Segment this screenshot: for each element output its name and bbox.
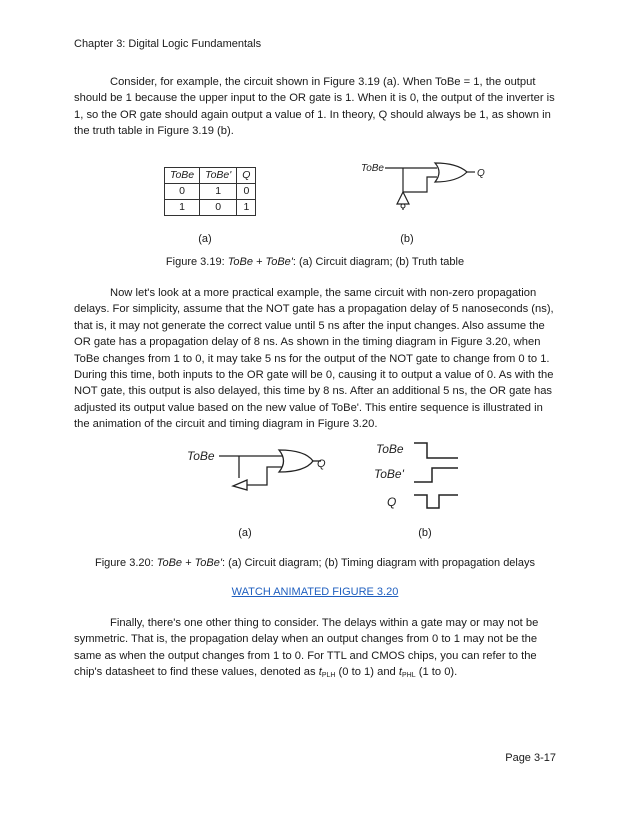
paragraph-2-text: Now let's look at a more practical example, the same circuit with non-zero propagation delays. For simplicity, assume that the NOT gate has a propagation delay of 5 nanoseconds (ns), that is, it may not generate the correct value until 5 ns after the input changes. Also assume the OR gate has a propagation delay of 8 ns. As shown in the timing diagram in Figure 3.20, when ToBe changes from 1 to 0, it may take 5 ns for the output of the NOT gate to change from 0 to 1. During this time, both inputs to the OR gate will be 0, causing it to output a value of 0. As with the NOT gate, this output is also delayed, this time by 8 ns. After an additional 5 ns, the OR gate has adjusted its output value based on the new value of ToBe'. This entire sequence is illustrated in the animation of the circuit and timing diagram in Figure 3.20.	[74, 287, 554, 431]
timing-label-tobe-prime: ToBe'	[374, 467, 404, 481]
tplh-subscript: PLH	[321, 672, 336, 680]
circuit-output-label: Q	[477, 168, 485, 179]
tphl-note: (1 to 0).	[415, 666, 458, 679]
tplh-symbol: t	[318, 666, 322, 679]
truth-table	[164, 167, 256, 216]
circuit-diagram-3-19	[355, 155, 495, 217]
tt-cell: 1	[237, 200, 256, 216]
watch-animated-figure-link[interactable]: WATCH ANIMATED FIGURE 3.20	[231, 586, 399, 598]
paragraph-1	[74, 74, 556, 140]
paragraph-2	[74, 285, 556, 433]
caption-expression: ToBe + ToBe'	[227, 256, 293, 268]
caption-suffix: : (a) Circuit diagram; (b) Truth table	[292, 256, 465, 268]
figure-3-19-label-a: (a)	[198, 233, 212, 245]
tt-cell: 0	[237, 184, 256, 200]
tt-header-tobe: ToBe	[165, 168, 200, 184]
caption-prefix: Figure 3.19:	[165, 256, 228, 268]
timing-label-tobe: ToBe	[376, 442, 404, 456]
tphl-subscript: PHL	[401, 672, 416, 680]
tplh-note: (0 to 1) and	[335, 666, 399, 679]
page-header: Chapter 3: Digital Logic Fundamentals	[74, 38, 262, 50]
timing-label-q: Q	[387, 495, 397, 509]
figure-3-19-caption	[74, 256, 556, 268]
page-number: Page 3-17	[505, 752, 556, 764]
tt-cell: 0	[165, 184, 200, 200]
caption-suffix: : (a) Circuit diagram; (b) Timing diagram with propagation delays	[221, 557, 535, 569]
circuit-output-label: Q	[317, 458, 326, 470]
tt-header-q: Q	[237, 168, 256, 184]
tphl-symbol: t	[398, 666, 402, 679]
figure-3-20-label-a: (a)	[238, 527, 252, 539]
figure-3-20-caption	[74, 557, 556, 569]
paragraph-3	[74, 615, 556, 685]
table-row	[165, 200, 256, 216]
paragraph-3-text: Finally, there's one other thing to consider. The delays within a gate may or may not be symmetric. That is, the propagation delay when an output changes from 0 to 1 may not be the same as when the output changes from 1 to 0. For TTL and CMOS chips, you can refer to the chip's datasheet to find these values, denoted as	[74, 617, 539, 679]
tt-cell: 1	[165, 200, 200, 216]
tt-cell: 1	[200, 184, 237, 200]
timing-diagram	[370, 438, 470, 514]
circuit-input-label: ToBe	[361, 163, 384, 174]
caption-prefix: Figure 3.20:	[95, 557, 157, 569]
circuit-diagram-3-20	[185, 440, 335, 506]
table-row	[165, 184, 256, 200]
caption-expression: ToBe + ToBe'	[156, 557, 222, 569]
circuit-input-label: ToBe	[187, 449, 215, 463]
tt-cell: 0	[200, 200, 237, 216]
watch-animation-link-wrap	[74, 586, 556, 598]
figure-3-19-label-b: (b)	[400, 233, 414, 245]
tt-header-tobe-prime: ToBe'	[200, 168, 237, 184]
paragraph-1-text: Consider, for example, the circuit shown in Figure 3.19 (a). When ToBe = 1, the output should be 1 because the upper input to the OR gate is 1. When it is 0, the output of the inverter is 1, so the OR gate should again output a value of 1. In theory, Q should always be 1, as shown in the truth table in Figure 3.19 (b).	[74, 76, 555, 138]
figure-3-20-label-b: (b)	[418, 527, 432, 539]
